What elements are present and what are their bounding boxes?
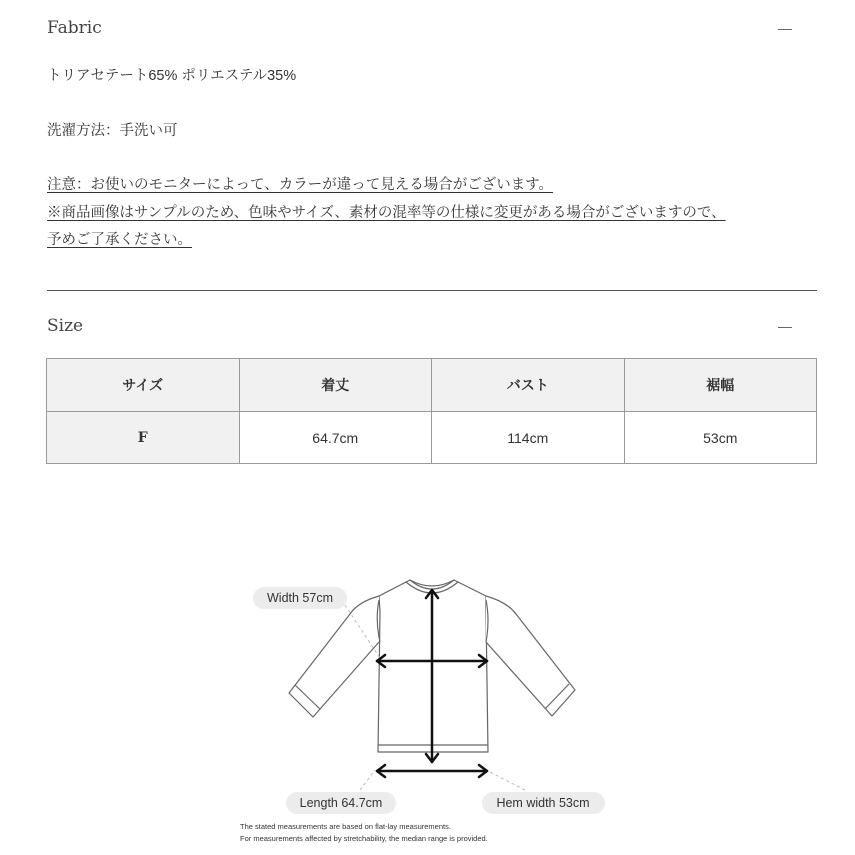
header-hem: 裾幅 bbox=[624, 359, 817, 412]
cell-hem: 53cm bbox=[624, 412, 817, 464]
note-line-3: 予めご了承ください。 bbox=[47, 232, 192, 248]
length-label: Length 64.7cm bbox=[299, 796, 383, 810]
header-length: 着丈 bbox=[239, 359, 432, 412]
size-section-title: Size bbox=[47, 316, 84, 336]
fabric-composition: トリアセテート65% ポリエステル35% bbox=[47, 68, 297, 84]
care-instructions: 洗濯方法：手洗い可 bbox=[47, 123, 178, 139]
note-line-2: ※商品画像はサンプルのため、色味やサイズ、素材の混率等の仕様に変更がある場合がございますので、 bbox=[47, 205, 726, 221]
footnote-line-2: For measurements affected by stretchability, the median range is provided. bbox=[240, 834, 488, 843]
width-label-pill bbox=[253, 587, 347, 609]
cell-size: F bbox=[47, 412, 240, 464]
width-label: Width 57cm bbox=[267, 591, 333, 605]
header-size: サイズ bbox=[47, 359, 240, 412]
fabric-section-title: Fabric bbox=[47, 18, 102, 38]
footnote-line-1: The stated measurements are based on flat-lay measurements. bbox=[240, 822, 451, 831]
hem-label-pill bbox=[482, 792, 605, 814]
cell-bust: 114cm bbox=[432, 412, 625, 464]
cell-length: 64.7cm bbox=[239, 412, 432, 464]
length-label-pill bbox=[286, 792, 396, 814]
hem-label: Hem width 53cm bbox=[496, 796, 590, 810]
header-bust: バスト bbox=[432, 359, 625, 412]
note-line-1: 注意：お使いのモニターによって、カラーが違って見える場合がございます。 bbox=[47, 177, 554, 193]
